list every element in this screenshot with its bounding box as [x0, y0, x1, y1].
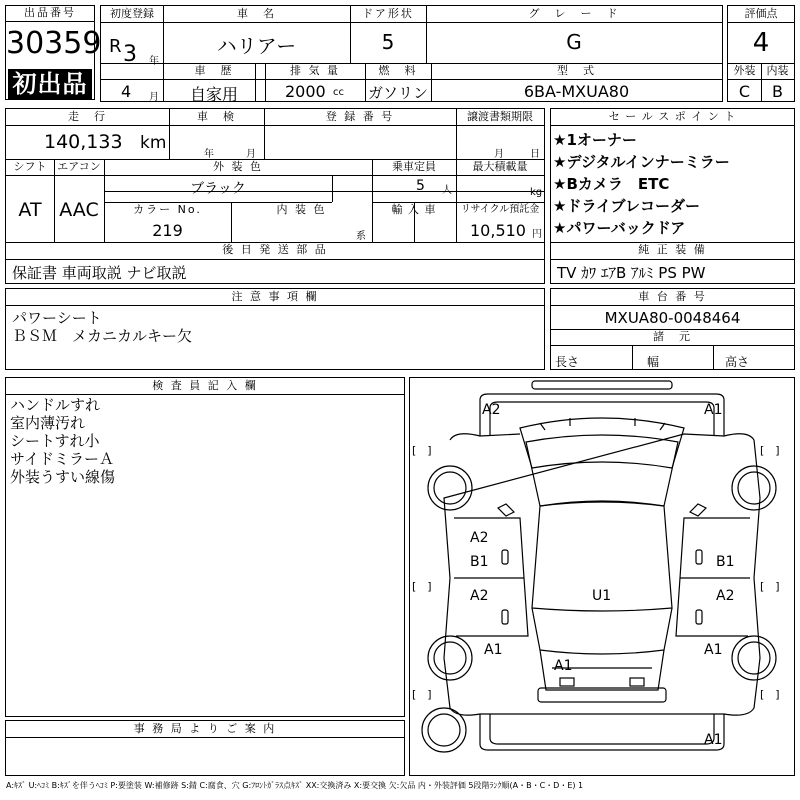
glass-bracket: [ ] — [412, 580, 432, 593]
doc-deadline-label: 譲渡書類期限 — [467, 110, 533, 123]
later-parts: 保証書 車両取説 ナビ取説 — [12, 264, 187, 282]
grade: G — [566, 30, 582, 54]
mark-rear-bumper: A1 — [704, 732, 723, 748]
year-unit: 年 — [149, 56, 159, 67]
mark-left-rear-door: A2 — [470, 588, 489, 604]
interior-color-unit: 系 — [356, 231, 366, 242]
sales-point: ★ドライブレコーダー — [553, 197, 700, 215]
glass-bracket: [ ] — [412, 688, 432, 701]
displacement: 2000 — [285, 82, 326, 101]
mark-front-right: A1 — [704, 402, 723, 418]
interior-color-label: 内 装 色 — [276, 203, 327, 216]
notes-label: 注 意 事 項 欄 — [231, 290, 319, 303]
inspector-line: サイドミラーＡ — [10, 450, 114, 468]
month-unit: 月 — [149, 92, 159, 103]
sales-points-list — [553, 129, 793, 239]
car-outline-svg — [410, 378, 794, 775]
door-label: ドア形状 — [362, 7, 414, 20]
note-line: パワーシート — [12, 309, 102, 327]
mark-right-rear-door: A2 — [716, 588, 735, 604]
later-parts-label: 後 日 発 送 部 品 — [222, 243, 328, 256]
inspector-lines — [10, 396, 115, 486]
height-label: 高さ — [725, 355, 750, 369]
spec-table — [5, 108, 545, 284]
glass-bracket: [ ] — [760, 688, 780, 701]
notes-lines — [12, 309, 192, 345]
score: 4 — [752, 28, 770, 58]
mark-roof: U1 — [592, 588, 612, 604]
registration-label: 登 録 番 号 — [325, 110, 395, 123]
recycle-unit: 円 — [532, 229, 542, 240]
car-name: ハリアー — [216, 34, 297, 58]
model: 6BA-MXUA80 — [523, 82, 630, 101]
header-table — [100, 5, 723, 102]
ac: AAC — [59, 199, 99, 221]
capacity-unit: 人 — [442, 185, 452, 196]
history-label: 車 歴 — [194, 64, 234, 77]
mark-left-front-door: A2 — [470, 530, 489, 546]
inspector-label: 検 査 員 記 入 欄 — [152, 379, 258, 392]
car-diagram — [409, 377, 795, 776]
fuel-label: 燃 料 — [378, 64, 418, 77]
recycle-fee: 10,510 — [470, 221, 526, 240]
recycle-label: リサイクル預託金 — [460, 204, 540, 215]
mark-right-front-door-b: B1 — [716, 554, 735, 570]
inspector-line: 室内薄汚れ — [10, 414, 86, 432]
sales-point: ★1オーナー — [553, 131, 637, 149]
mark-right-quarter: A1 — [704, 642, 723, 658]
era: R — [109, 36, 122, 57]
glass-bracket: [ ] — [760, 444, 780, 457]
displacement-unit: cc — [333, 87, 344, 98]
exterior-label: 外装 — [733, 64, 756, 77]
load-unit: kg — [530, 187, 543, 198]
glass-bracket: [ ] — [760, 580, 780, 593]
mark-trunk: A1 — [554, 658, 573, 674]
exterior-score: C — [738, 82, 751, 101]
mileage-unit: km — [140, 133, 167, 153]
note-line: ＢＳＭ メカニカルキー欠 — [12, 327, 193, 345]
car-name-label: 車 名 — [237, 7, 276, 20]
import-label: 輸 入 車 — [391, 203, 437, 216]
month: 4 — [121, 82, 132, 101]
inspector-line: 外装うすい線傷 — [10, 468, 116, 486]
mark-front-left: A2 — [482, 402, 501, 418]
sales-point: ★Bカメラ ETC — [553, 175, 670, 193]
era-year: 3 — [123, 42, 137, 67]
mileage: 140,133 — [44, 131, 123, 153]
mark-left-front-door-b: B1 — [470, 554, 489, 570]
first-reg-label: 初度登録 — [110, 7, 154, 20]
glass-bracket: [ ] — [412, 444, 432, 457]
mileage-label: 走 行 — [68, 110, 107, 123]
sales-points-label: セ ー ル ス ポ イ ン ト — [608, 110, 737, 123]
model-label: 型 式 — [557, 64, 596, 77]
exterior-color: ブラック — [190, 181, 246, 197]
lot-number: 30359 — [6, 26, 102, 61]
lot-number-box — [5, 5, 102, 100]
dims-label: 諸 元 — [653, 330, 692, 343]
interior-score: B — [772, 82, 783, 101]
displacement-label: 排 気 量 — [290, 64, 340, 77]
office-box — [5, 720, 405, 776]
door-count: 5 — [381, 30, 395, 54]
length-label: 長さ — [555, 355, 580, 369]
doc-month-unit: 月 — [494, 149, 504, 160]
color-label: 外 装 色 — [213, 160, 263, 173]
notes-box — [5, 288, 545, 370]
shift: AT — [18, 199, 42, 221]
inspection-year-unit: 年 — [204, 149, 214, 160]
color-no: 219 — [152, 221, 183, 240]
width-label: 幅 — [647, 355, 660, 369]
sales-points-box — [550, 108, 795, 284]
first-listing-badge: 初出品 — [8, 69, 92, 99]
history: 自家用 — [189, 85, 238, 104]
fuel: ガソリン — [367, 84, 428, 102]
mark-left-quarter: A1 — [484, 642, 503, 658]
score-label: 評価点 — [744, 7, 778, 20]
equipment: TV ｶﾜ ｴｱB ｱﾙﾐ PS PW — [557, 264, 706, 282]
ac-label: エアコン — [57, 160, 101, 173]
capacity-label: 乗車定員 — [392, 160, 436, 173]
shift-label: シフト — [13, 160, 47, 173]
chassis-label: 車 台 番 号 — [638, 290, 707, 303]
inspector-line: ハンドルすれ — [10, 396, 101, 414]
legend: A:ｷｽﾞ U:ﾍｺﾐ B:ｷｽﾞを伴うﾍｺﾐ P:要塗装 W:補修跡 S:錆 C:腐食、穴 G:ﾌﾛﾝﾄｶﾞﾗｽ点ｷｽﾞ XX:交換済み X:要交換 欠:欠品 内・外装評価 5段階ﾗﾝｸ順(A・B・C・D・E) 1 — [6, 781, 584, 790]
capacity: 5 — [416, 178, 425, 194]
office-label: 事 務 局 よ り ご 案 内 — [133, 722, 277, 735]
lot-number-label: 出品番号 — [6, 6, 94, 22]
inspection-label: 車 検 — [197, 110, 236, 123]
load-label: 最大積載量 — [472, 160, 528, 173]
inspection-month-unit: 月 — [246, 149, 256, 160]
inspector-line: シートすれ小 — [10, 432, 100, 450]
equipment-label: 純 正 装 備 — [638, 243, 707, 256]
inspector-box — [5, 377, 405, 717]
sales-point: ★パワーバックドア — [553, 219, 686, 237]
grade-label: グ レ ー ド — [528, 7, 620, 20]
interior-label: 内装 — [766, 64, 789, 77]
doc-day-unit: 日 — [530, 149, 540, 160]
color-no-label: カラー No. — [133, 203, 202, 216]
chassis-number: MXUA80-0048464 — [604, 309, 741, 327]
score-table — [727, 5, 795, 102]
sales-point: ★デジタルインナーミラー — [553, 153, 730, 171]
chassis-box — [550, 288, 795, 370]
